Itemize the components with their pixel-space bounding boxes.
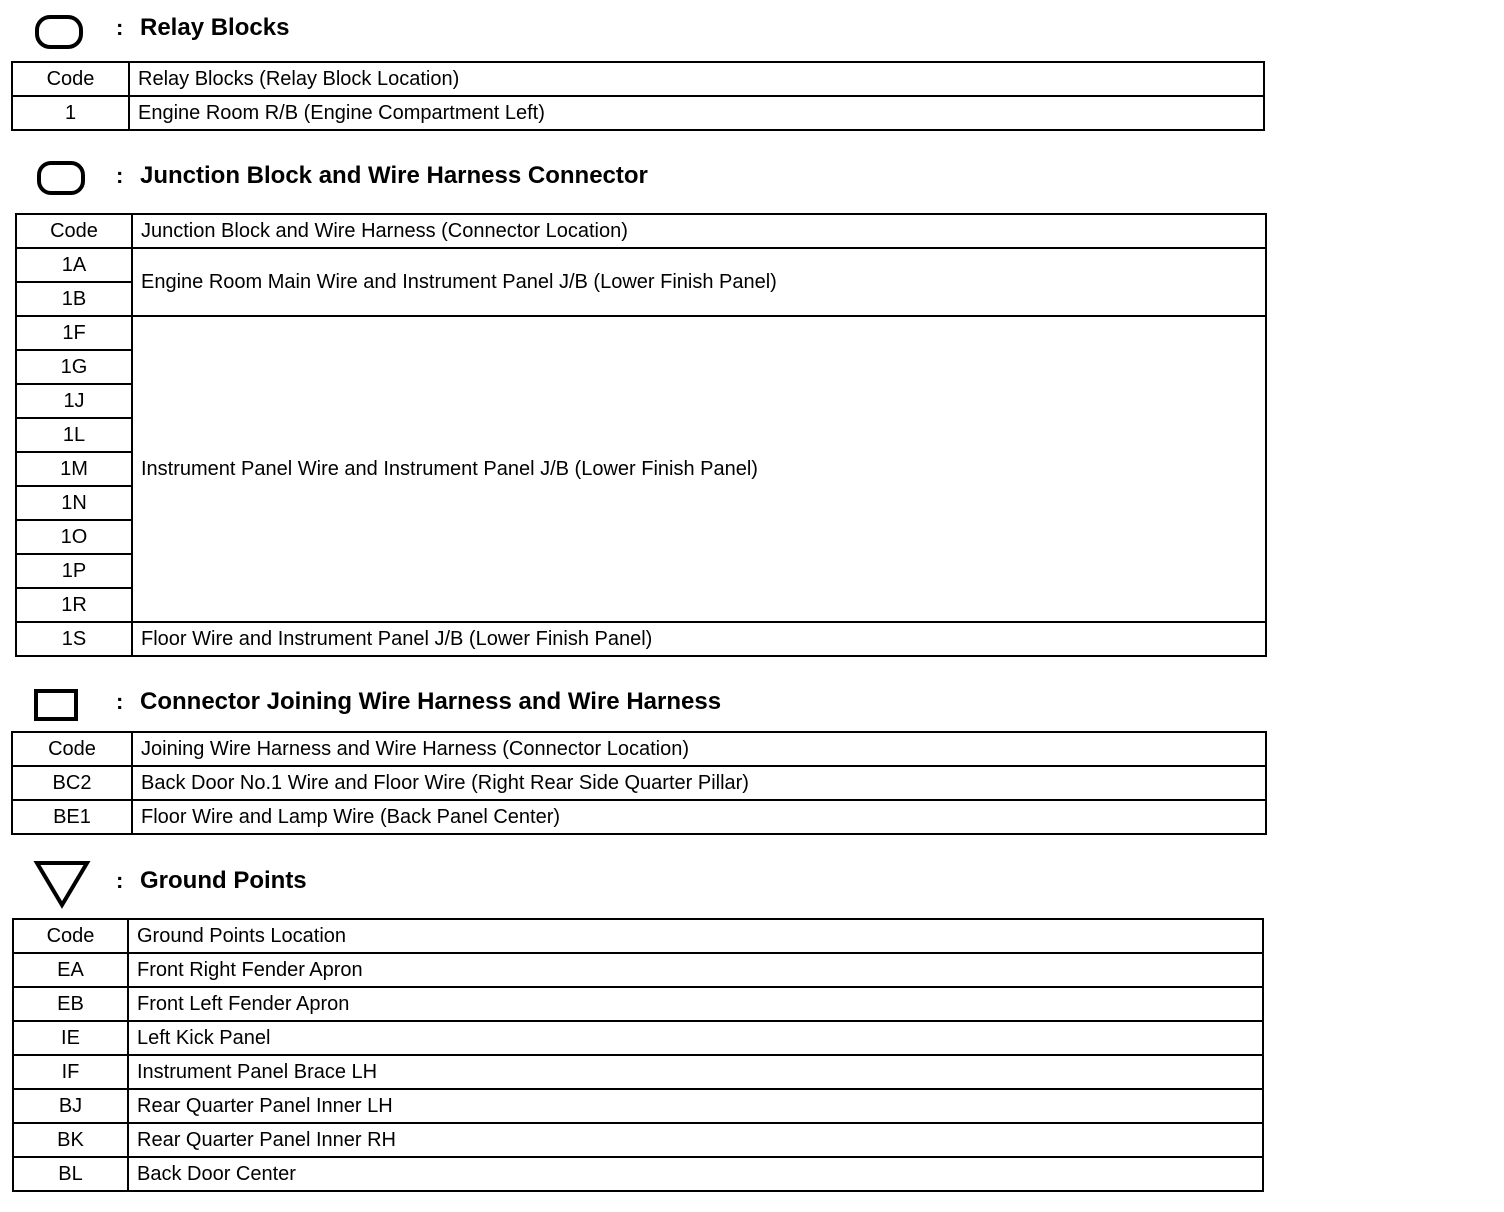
table-header-row [12,62,1264,96]
code-cell: 1L [16,418,132,452]
junction-blocks-header [0,156,800,196]
location-cell: Engine Room Main Wire and Instrument Panel J/B (Lower Finish Panel) [132,248,1266,316]
location-cell: Floor Wire and Lamp Wire (Back Panel Center) [132,800,1266,834]
table-row [12,96,1264,130]
location-cell: Floor Wire and Instrument Panel J/B (Lower Finish Panel) [132,622,1266,656]
ground-points-title: Ground Points [140,867,307,894]
code-cell: 1N [16,486,132,520]
rounded-rect-icon [34,14,84,50]
table-row [13,1157,1263,1191]
ground-points-colon: : [116,868,124,893]
code-cell: 1O [16,520,132,554]
square-icon [33,688,79,722]
code-cell: IF [13,1055,128,1089]
joining-connectors-header [0,682,800,722]
table-row [12,800,1266,834]
code-cell: 1J [16,384,132,418]
code-cell: BJ [13,1089,128,1123]
code-header: Code [12,732,132,766]
table-header-row [12,732,1266,766]
code-cell: BE1 [12,800,132,834]
location-cell: Back Door Center [128,1157,1263,1191]
code-header: Code [16,214,132,248]
joining-connectors-title: Connector Joining Wire Harness and Wire Harness [140,688,722,715]
table-row [13,1055,1263,1089]
table-row [13,1089,1263,1123]
junction-blocks-title: Junction Block and Wire Harness Connector [140,162,648,189]
location-cell: Rear Quarter Panel Inner LH [128,1089,1263,1123]
code-cell: 1A [16,248,132,282]
code-header: Code [12,62,129,96]
location-header: Relay Blocks (Relay Block Location) [129,62,1264,96]
junction-blocks-table [15,213,1267,657]
table-row [12,766,1266,800]
junction-blocks-colon: : [116,163,124,188]
oval-rect-icon [36,160,86,196]
location-cell: Engine Room R/B (Engine Compartment Left) [129,96,1264,130]
code-cell: 1F [16,316,132,350]
relay-blocks-colon: : [116,15,124,40]
code-cell: 1P [16,554,132,588]
table-header-row [16,214,1266,248]
code-cell: 1M [16,452,132,486]
table-row [16,316,1266,350]
location-cell: Front Left Fender Apron [128,987,1263,1021]
table-row [13,953,1263,987]
location-header: Joining Wire Harness and Wire Harness (Connector Location) [132,732,1266,766]
code-cell: EB [13,987,128,1021]
code-cell: 1S [16,622,132,656]
ground-points-table [12,918,1264,1192]
table-row [16,248,1266,282]
ground-points-header [0,861,700,901]
code-cell: BL [13,1157,128,1191]
joining-connectors-table [11,731,1267,835]
triangle-down-icon [33,859,91,911]
table-row [13,987,1263,1021]
location-cell: Instrument Panel Wire and Instrument Panel J/B (Lower Finish Panel) [132,316,1266,622]
location-header: Ground Points Location [128,919,1263,953]
joining-connectors-colon: : [116,689,124,714]
code-cell: 1 [12,96,129,130]
location-cell: Front Right Fender Apron [128,953,1263,987]
code-cell: IE [13,1021,128,1055]
table-row [16,622,1266,656]
location-header: Junction Block and Wire Harness (Connector Location) [132,214,1266,248]
location-cell: Left Kick Panel [128,1021,1263,1055]
code-cell: BC2 [12,766,132,800]
code-cell: BK [13,1123,128,1157]
location-cell: Rear Quarter Panel Inner RH [128,1123,1263,1157]
code-header: Code [13,919,128,953]
location-cell: Back Door No.1 Wire and Floor Wire (Right Rear Side Quarter Pillar) [132,766,1266,800]
table-row [13,1021,1263,1055]
relay-blocks-title: Relay Blocks [140,14,290,41]
code-cell: 1B [16,282,132,316]
table-header-row [13,919,1263,953]
relay-blocks-header [0,8,700,48]
code-cell: 1G [16,350,132,384]
location-cell: Instrument Panel Brace LH [128,1055,1263,1089]
table-row [13,1123,1263,1157]
code-cell: 1R [16,588,132,622]
code-cell: EA [13,953,128,987]
relay-blocks-table [11,61,1265,131]
